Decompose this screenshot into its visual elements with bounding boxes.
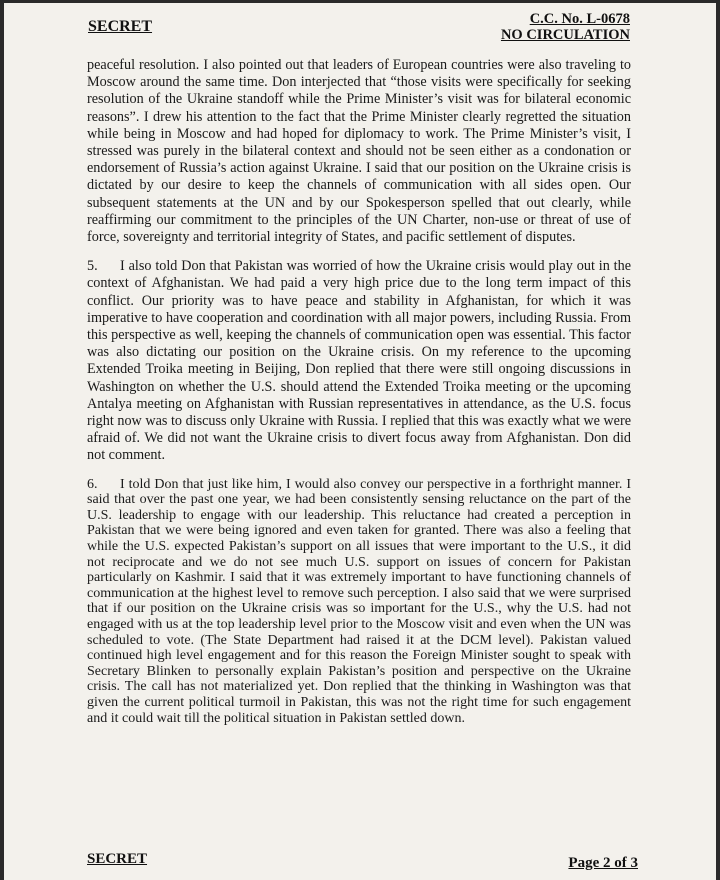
paragraph-text: I also told Don that Pakistan was worried of how the Ukraine crisis would play out in the context of Afghanistan. We had paid a very high price due to the long term impact of this conflict. Our priority was to have peace and stability in Afghanistan, for which it was imperative to have cooperation and coordination with all major powers, including Russia. From this perspective as well, keeping the channels of communication open was essential. This factor was also dictating our position on the Ukraine crisis. On my reference to the upcoming Extended Troika meeting in Beijing, Don replied that there were still ongoing discussions in Washington on whether the U.S. should attend the Extended Troika meeting or the upcoming Antalya meeting on Afghanistan with Russian representatives in attendance, as the U.S. focus right now was to discuss only Ukraine with Russia. I replied that this was exactly what we were afraid of. We did not want the Ukraine crisis to divert focus away from Afghanistan. Don did not comment. [87,258,631,464]
paragraph-number: 6. [87,476,98,492]
footer-classification: SECRET [87,851,148,867]
paragraph-continued [87,57,631,246]
header-reference [501,11,630,43]
document-page [4,3,716,880]
paragraph-text: peaceful resolution. I also pointed out that leaders of European countries were also traveling to Moscow around the same time. Don interjected that “those visits were specifically for seeking resolution of the Ukraine standoff while the Prime Minister’s visit was for bilateral economic reasons”. I drew his attention to the fact that the Prime Minister clearly regretted the situation while being in Moscow and had hoped for diplomacy to work. The Prime Minister’s visit, I stressed was purely in the bilateral context and should not be seen either as a condonation or endorsement of Russia’s action against Ukraine. I said that our position on the Ukraine crisis is dictated by our desire to keep the channels of communication with all sides open. Our subsequent statements at the UN and by our Spokesperson spelled that out clearly, while reaffirming our commitment to the principles of the UN Charter, non-use or threat of use of force, sovereignty and territorial integrity of States, and pacific settlement of disputes. [87,57,631,246]
cc-number: C.C. No. L-0678 [529,11,630,27]
circulation-notice: NO CIRCULATION [500,27,630,43]
paragraph-number: 5. [87,258,98,275]
paragraph-6 [87,477,631,727]
page-number: Page 2 of 3 [568,855,638,871]
paragraph-text: I told Don that just like him, I would also convey our perspective in a forthright manner. I said that over the past one year, we had been consistently sensing reluctance on the part of the U.S. leadership to engage with our leadership. This reluctance had created a perception in Pakistan that we were being ignored and even taken for granted. There was also a feeling that while the U.S. expected Pakistan’s support on all issues that were important to the U.S., it did not reciprocate and we do not see much U.S. support on issues of concern for Pakistan particularly on Kashmir. I said that it was extremely important to have functioning channels of communication at the highest level to remove such perception. I also said that we were surprised that if our position on the Ukraine crisis was so important for the U.S., why the U.S. had not engaged with us at the top leadership level prior to the Moscow visit and even when the UN was scheduled to vote. (The State Department had raised it at the DCM level). Pakistan valued continued high level engagement and for this reason the Foreign Minister sought to speak with Secretary Blinken to personally explain Pakistan’s position and perspective on the Ukraine crisis. The call has not materialized yet. Don replied that the thinking in Washington was that given the current political turmoil in Pakistan, this was not the right time for such engagement and it could wait till the political situation in Pakistan settled down. [87,476,631,726]
header-classification: SECRET [88,18,153,35]
paragraph-5 [87,258,631,464]
document-body [87,57,631,738]
